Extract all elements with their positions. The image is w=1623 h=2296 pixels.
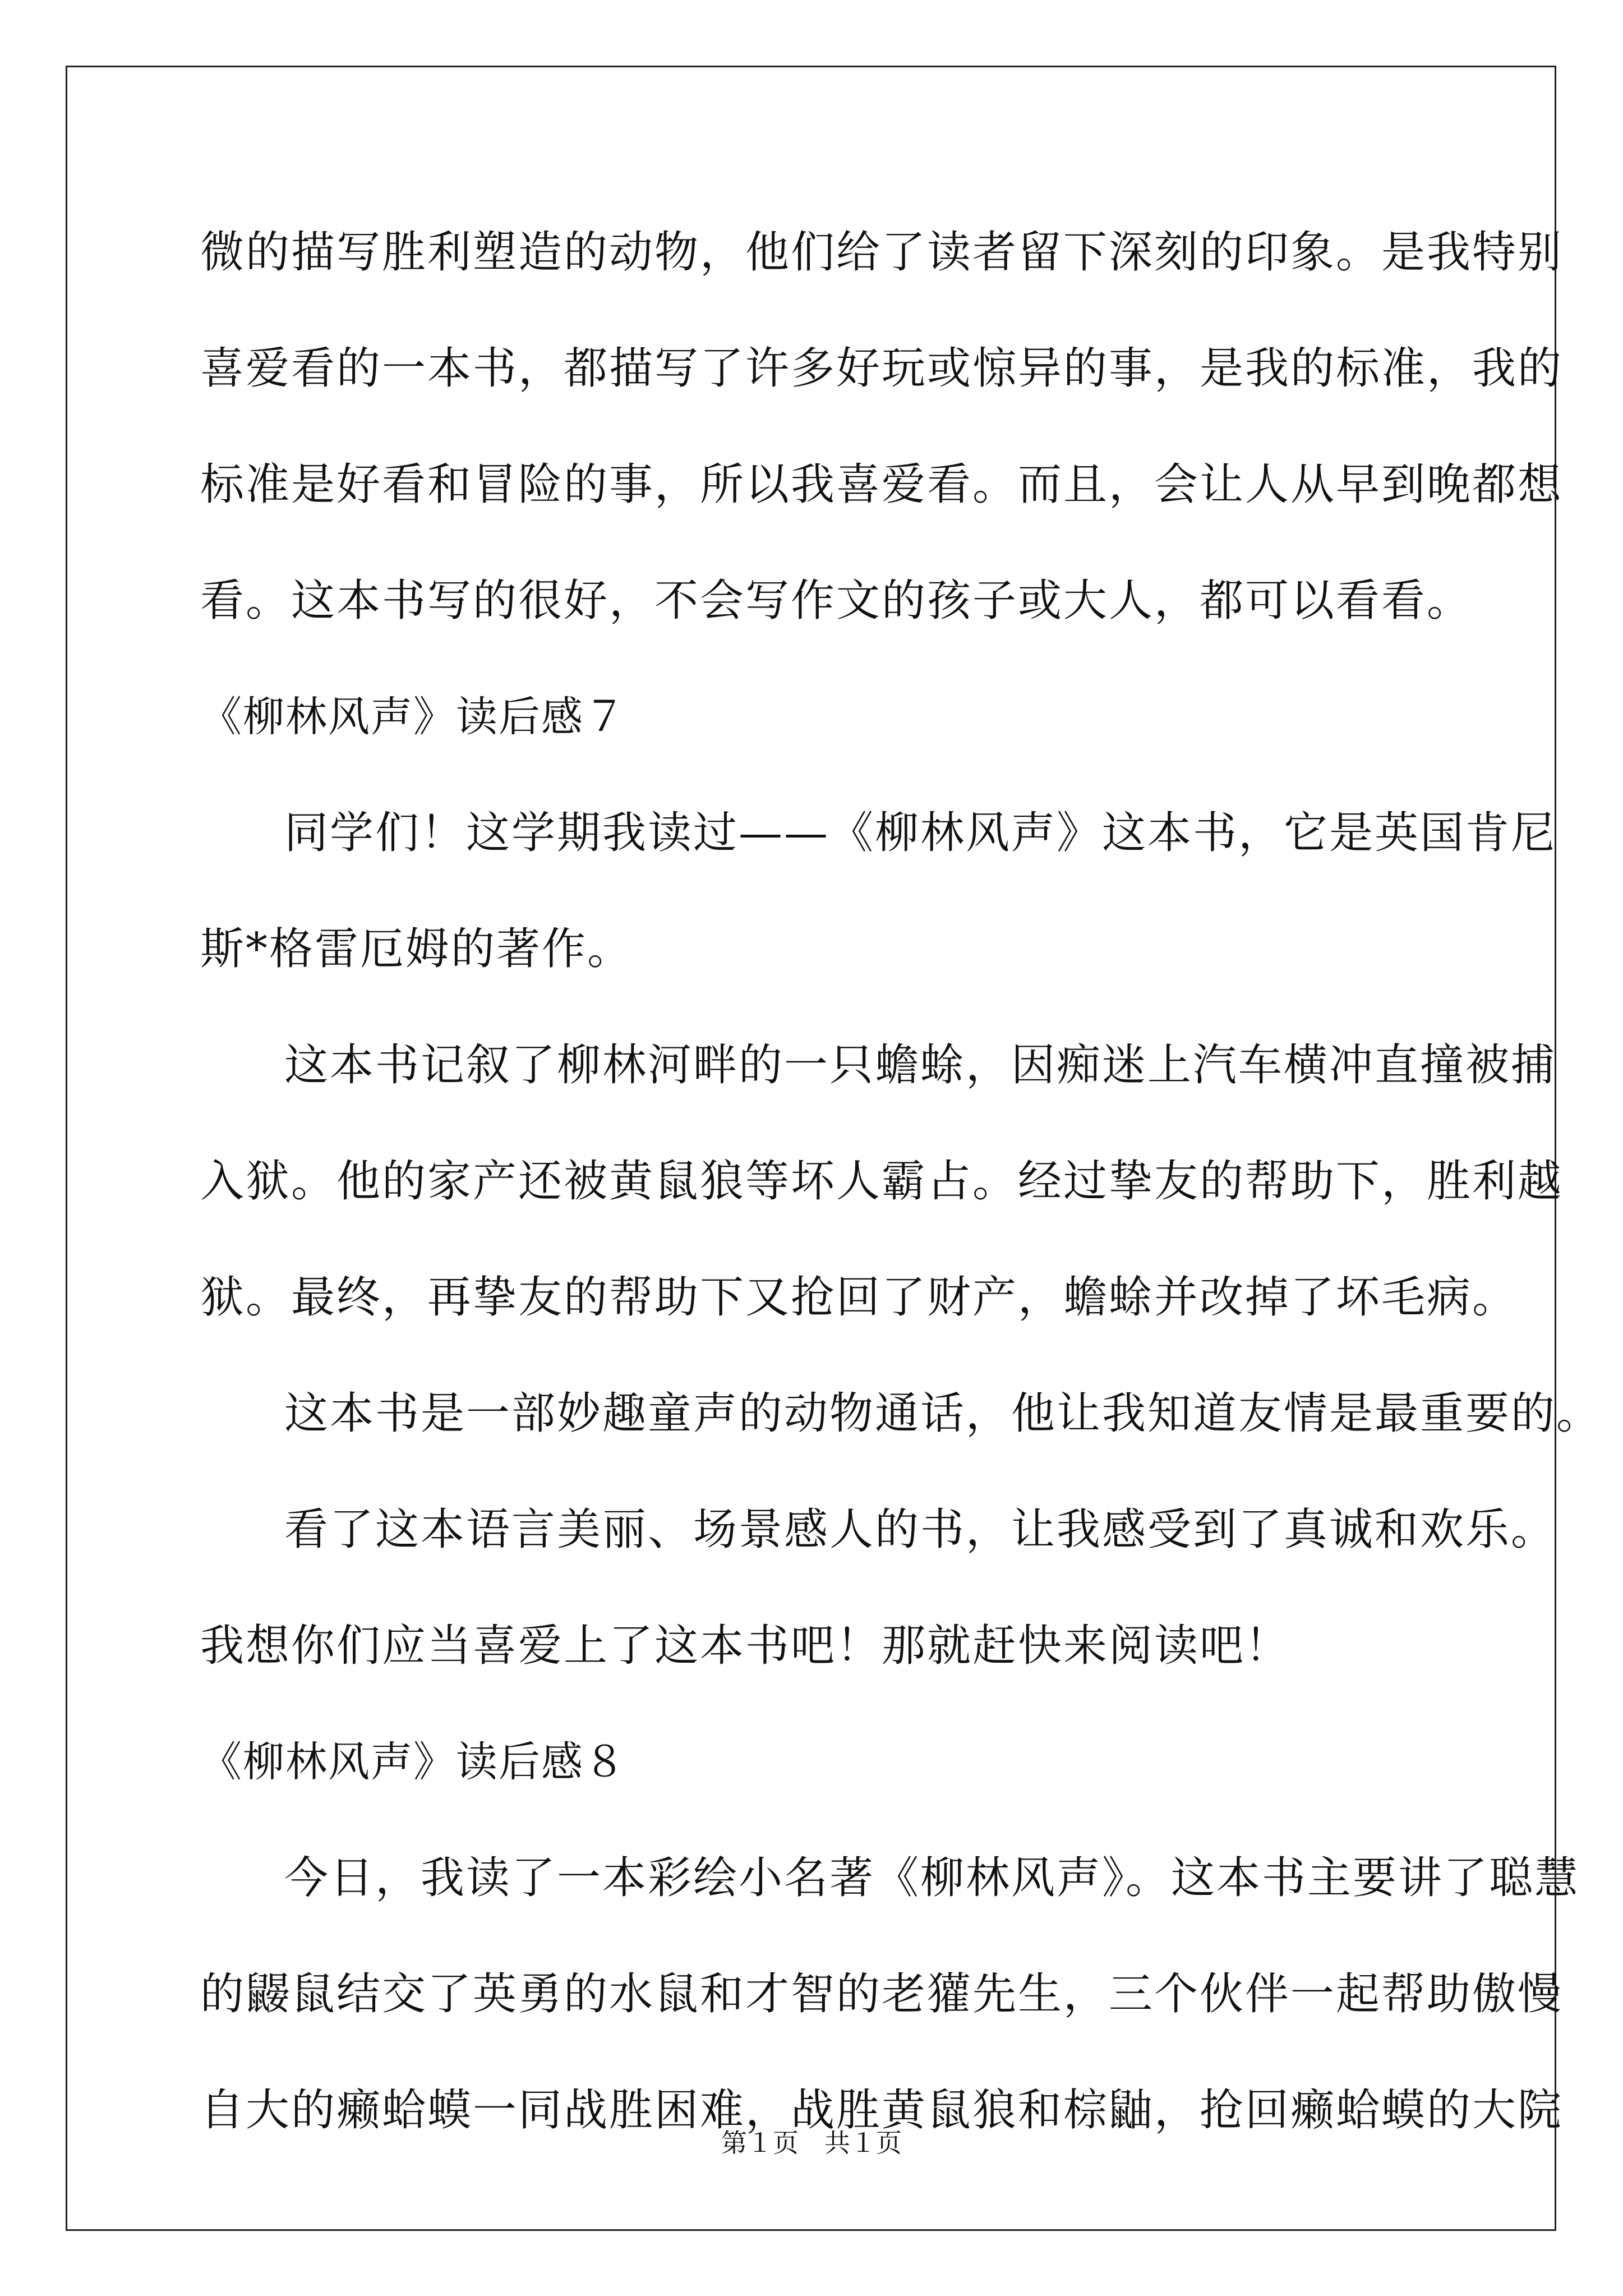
text-line: 这本书是一部妙趣童声的动物通话，他让我知道友情是最重要的。 [284, 1388, 1602, 1439]
text-line: 斯*格雷厄姆的著作。 [200, 924, 633, 974]
text-line: 自大的癞蛤蟆一同战胜困难，战胜黄鼠狼和棕鼬，抢回癞蛤蟆的大院 [200, 2085, 1564, 2136]
section-heading: 《柳林风声》读后感８ [200, 1738, 626, 1786]
document-body [200, 210, 1602, 2184]
text-line: 的鼹鼠结交了英勇的水鼠和才智的老獾先生，三个伙伴一起帮助傲慢 [200, 1969, 1564, 2019]
text-line: 同学们！这学期我读过——《柳林风声》这本书，它是英国肯尼 [284, 808, 1557, 858]
text-line: 看。这本书写的很好，不会写作文的孩子或大人，都可以看看。 [200, 576, 1473, 626]
section-heading: 《柳林风声》读后感７ [200, 693, 626, 741]
text-line: 标准是好看和冒险的事，所以我喜爱看。而且，会让人从早到晚都想 [200, 459, 1564, 510]
text-line: 微的描写胜利塑造的动物，他们给了读者留下深刻的印象。是我特别 [200, 227, 1564, 278]
page-number-footer: 第１页 共１页 [721, 2128, 902, 2158]
text-line: 看了这本语言美丽、场景感人的书，让我感受到了真诚和欢乐。 [284, 1504, 1557, 1555]
text-line: 狱。最终，再挚友的帮助下又抢回了财产，蟾蜍并改掉了坏毛病。 [200, 1272, 1518, 1323]
text-line: 喜爱看的一本书，都描写了许多好玩或惊异的事，是我的标准，我的 [200, 343, 1564, 394]
text-line: 这本书记叙了柳林河畔的一只蟾蜍，因痴迷上汽车横冲直撞被捕 [284, 1040, 1557, 1091]
text-line: 我想你们应当喜爱上了这本书吧！那就赶快来阅读吧！ [200, 1621, 1291, 1671]
text-line: 今日，我读了一本彩绘小名著《柳林风声》。这本书主要讲了聪慧 [284, 1853, 1580, 1903]
text-line: 入狱。他的家产还被黄鼠狼等坏人霸占。经过挚友的帮助下，胜利越 [200, 1156, 1564, 1207]
